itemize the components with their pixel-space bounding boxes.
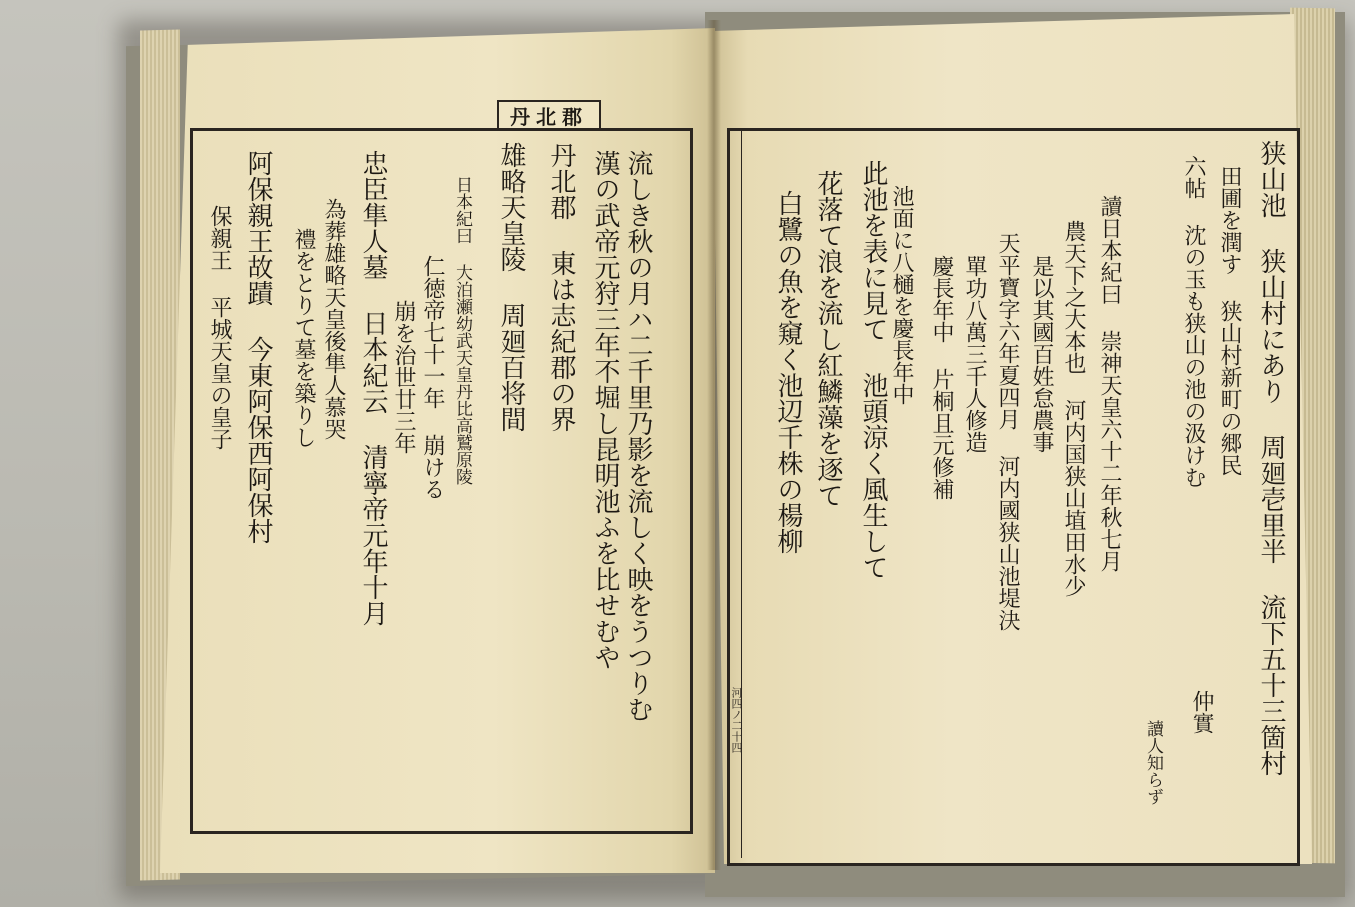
left-text-column: 日本紀曰 大泊瀬幼武天皇丹比高鷲原陵 (452, 176, 472, 485)
chapter-title: 丹北郡 (497, 100, 601, 130)
left-text-column: 保親王 平城天皇の皇子 (207, 205, 232, 450)
attribution-column: 讀人知らず (1143, 720, 1163, 805)
right-text-column: 花落て浪を流し紅鱗藻を逐て (813, 170, 843, 508)
right-text-column: 白鷺の魚を窺く池辺千株の楊柳 (773, 190, 803, 554)
right-text-column: 池面に八樋を慶長年中 (889, 185, 914, 405)
left-text-column: 忠臣隼人墓 日本紀云 清寧帝元年十月 (358, 150, 388, 626)
right-text-column: 是以其國百姓怠農事 (1029, 255, 1054, 453)
left-text-column: 雄略天皇陵 周廻百将間 (496, 142, 526, 432)
right-text-column: 六帖 沈の玉も狭山の池の汲けむ (1181, 155, 1206, 488)
right-text-column: 田圃を潤す 狭山村新町の郷民 (1217, 165, 1242, 476)
left-text-column: 為葬雄略天皇後隼人慕哭 (321, 198, 346, 440)
left-text-column: 流しき秋の月ハ二千里乃影を流しく映をうつりむ (623, 150, 653, 722)
right-text-column: 慶長年中 片桐且元修補 (929, 255, 954, 500)
fold-page-label: 河四ノ二十四 (730, 687, 743, 753)
right-text-column: 狭山池 狭山村にあり 周廻壱里半 流下五十三箇村 (1256, 140, 1286, 776)
left-text-column: 崩を治世廿三年 (391, 300, 416, 454)
book-gutter (707, 20, 721, 870)
left-text-column: 仁徳帝七十一年 崩ける (420, 255, 445, 500)
left-text-column: 漢の武帝元狩三年不堀し昆明池ふを比せむや (590, 150, 620, 670)
attribution-column: 仲實 (1189, 690, 1214, 734)
right-text-column: 天平寶字六年夏四月 河内國狭山池堤決 (995, 232, 1020, 631)
right-text-column: 單功八萬三千人修造 (962, 255, 987, 453)
left-text-column: 阿保親王故蹟 今東阿保西阿保村 (243, 150, 273, 544)
left-text-column: 丹北郡 東は志紀郡の界 (546, 142, 576, 432)
left-text-column: 禮をとりて墓を築りし (291, 228, 316, 448)
right-text-column: 農天下之大本也 河内国狭山埴田水少 (1061, 220, 1086, 597)
right-text-column: 讀日本紀曰 崇神天皇六十二年秋七月 (1097, 195, 1122, 572)
right-text-column: 此池を表に見て 池頭涼く風生して (858, 160, 888, 580)
